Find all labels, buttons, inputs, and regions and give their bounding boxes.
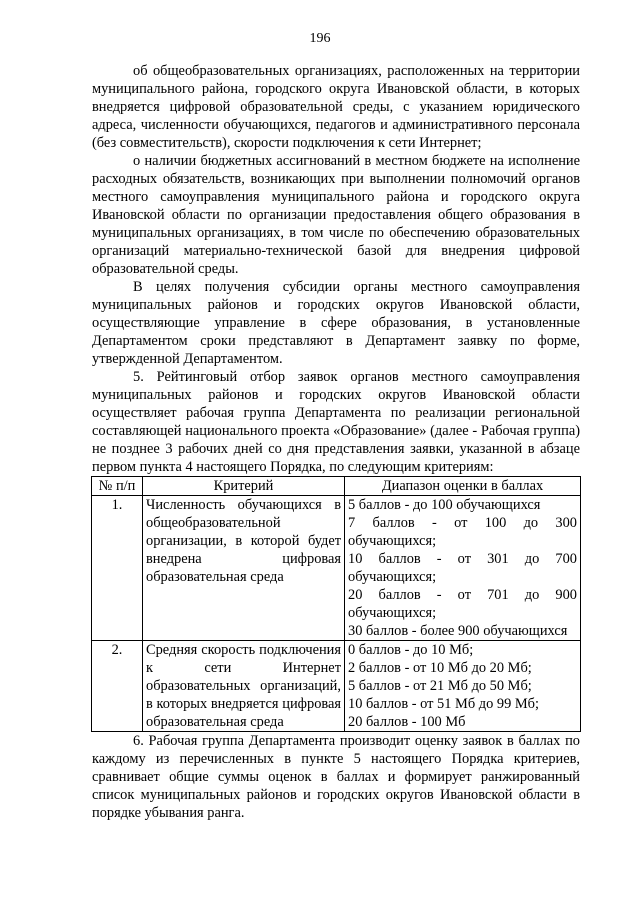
paragraph-rating-selection: 5. Рейтинговый отбор заявок органов местного самоуправления муниципальных районов и городских округов Ивановской области осуществляет рабочая группа Департамента по реализации региональной составляющей национального проекта «Образование» (далее - Рабочая группа) не позднее 3 рабочих дней со дня представления заявки, указанной в абзаце первом пункта 4 настоящего Порядка, по следующим критериям:: [92, 369, 580, 475]
paragraph-subsidy-request: В целях получения субсидии органы местного самоуправления муниципальных районов и городских округов Ивановской области, осуществляющие управление в сфере образования, в установленные Департаментом сроки представляют в Департамент заявку по форме, утвержденной Департаментом.: [92, 279, 580, 367]
range-item: 10 баллов - от 301 до 700 обучающихся;: [348, 551, 577, 585]
paragraph-working-group-evaluation: 6. Рабочая группа Департамента производит оценку заявок в баллах по каждому из перечисленных в пункте 5 настоящего Порядка критериев, сравнивает общие суммы оценок в баллах и формирует ранжированный список муниципальных районов и городских округов Ивановской области в порядке убывания ранга.: [92, 733, 580, 821]
row-ranges: [345, 496, 581, 641]
row-number: 2.: [92, 641, 143, 732]
page-number: 196: [309, 31, 331, 46]
range-item: 7 баллов - от 100 до 300 обучающихся;: [348, 515, 577, 549]
criteria-table: [91, 476, 581, 732]
table-header-row: [92, 477, 581, 496]
range-item: 5 баллов - до 100 обучающихся: [348, 497, 541, 513]
paragraph-budget: о наличии бюджетных ассигнований в местном бюджете на исполнение расходных обязательств, возникающих при выполнении полномочий органов местного самоуправления муниципального района и городского округа Ивановской области по организации предоставления общего образования в муниципальных организациях, в том числе по обеспечению образовательных организаций материально-технической базой для внедрения цифровой образовательной среды.: [92, 153, 580, 277]
row-number: 1.: [92, 496, 143, 641]
range-item: 20 баллов - 100 Мб: [348, 714, 466, 730]
document-body: [92, 62, 580, 822]
row-criterion: Численность обучающихся в общеобразовательной организации, в которой будет внедрена цифровая образовательная среда: [143, 496, 345, 641]
text-after-table: [92, 732, 580, 822]
range-item: 2 баллов - от 10 Мб до 20 Мб;: [348, 660, 532, 676]
range-item: 30 баллов - более 900 обучающихся: [348, 623, 568, 639]
range-item: 10 баллов - от 51 Мб до 99 Мб;: [348, 696, 539, 712]
range-item: 20 баллов - от 701 до 900 обучающихся;: [348, 587, 577, 621]
header-number: № п/п: [92, 477, 143, 496]
range-item: 0 баллов - до 10 Мб;: [348, 642, 474, 658]
row-ranges: [345, 641, 581, 732]
row-criterion: Средняя скорость подключения к сети Интернет образовательных организаций, в которых внедряется цифровая образовательная среда: [143, 641, 345, 732]
range-item: 5 баллов - от 21 Мб до 50 Мб;: [348, 678, 532, 694]
paragraph-org-info: об общеобразовательных организациях, расположенных на территории муниципального района, городского округа Ивановской области, в которых внедряется цифровой образовательной среды, с указанием юридического адреса, численности обучающихся, педагогов и административного персонала (без совместительств), скорости подключения к сети Интернет;: [92, 63, 580, 151]
table-row: [92, 641, 581, 732]
header-range: Диапазон оценки в баллах: [345, 477, 581, 496]
table-row: [92, 496, 581, 641]
header-criterion: Критерий: [143, 477, 345, 496]
